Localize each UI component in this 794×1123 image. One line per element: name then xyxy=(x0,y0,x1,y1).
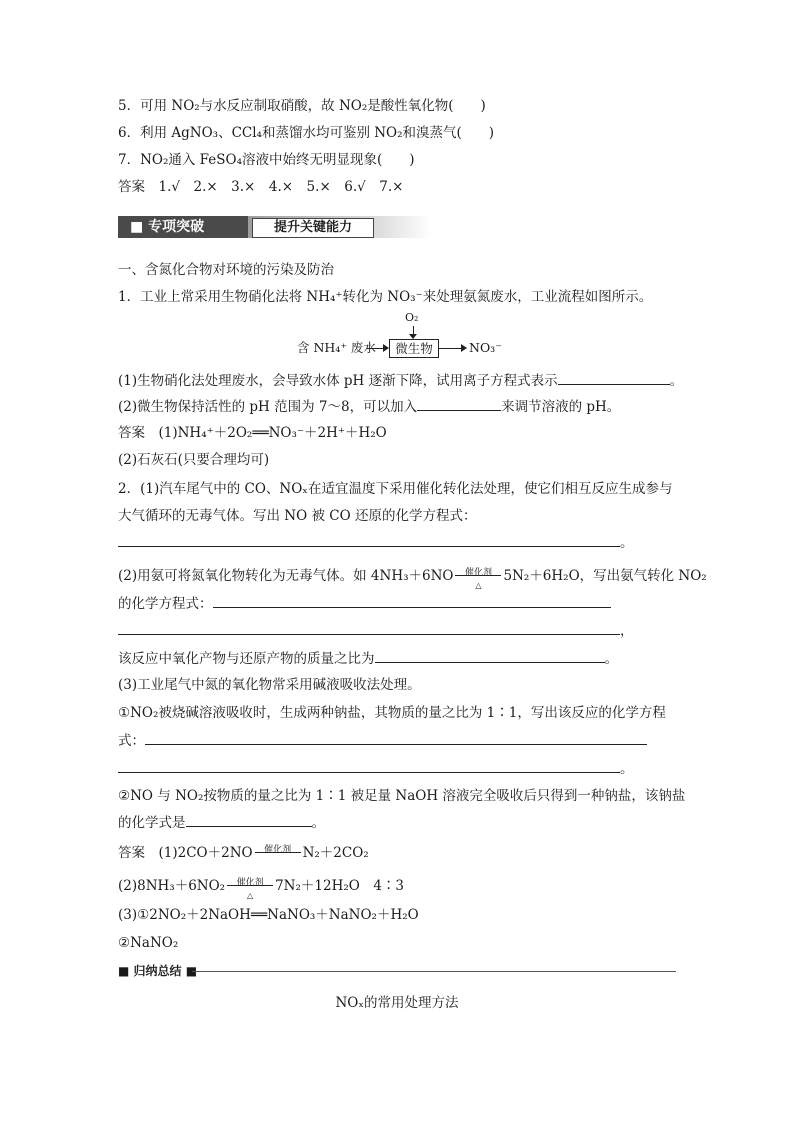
p2-answer-4: ②NaNO₂ xyxy=(118,935,179,951)
p2-line-1: 2．(1)汽车尾气中的 CO、NOₓ在适宜温度下采用催化转化法处理，使它们相互反应生成参与 xyxy=(118,481,673,497)
flow-source-label: 含 NH₄⁺ 废水 xyxy=(297,340,376,355)
p1-answer-2: (2)石灰石(只要合理均可) xyxy=(118,452,270,468)
p2-answer-1: 答案 (1)2CO＋2NO 催化剂 N₂＋2CO₂ xyxy=(118,844,369,861)
p2-question-2b: 的化学方程式： xyxy=(118,593,611,614)
p2-question-2c: 该反应中氧化产物与还原产物的质量之比为 。 xyxy=(118,648,618,669)
summary-label: ■ 归纳总结 ■ xyxy=(118,964,198,978)
answer-blank-line-1: 。 xyxy=(118,532,634,553)
section-banner xyxy=(118,216,431,238)
p2-question-3: (3)工业尾气中氮的氧化物常采用碱液吸收法处理。 xyxy=(118,677,421,693)
flow-box: 微生物 xyxy=(389,339,439,358)
p2-answer-3: (3)①2NO₂＋2NaOH══NaNO₃＋NaNO₂＋H₂O xyxy=(118,907,419,923)
answer-blank-line-3: 。 xyxy=(118,758,634,779)
question-5: 5．可用 NO₂与水反应制取硝酸，故 NO₂是酸性氧化物( ) xyxy=(118,98,486,114)
process-flow-diagram xyxy=(297,311,502,361)
p1-question-1: (1)生物硝化法处理废水，会导致水体 pH 逐渐下降，试用离子方程式表示 。 xyxy=(118,370,683,391)
banner-title: ■ 专项突破 xyxy=(130,219,205,235)
flow-o2-label: O₂ xyxy=(405,311,419,324)
summary-title: NOₓ的常用处理方法 xyxy=(335,995,459,1011)
p2-line-2: 大气循环的无毒气体。写出 NO 被 CO 还原的化学方程式： xyxy=(118,508,477,524)
p1-answer-1: 答案 (1)NH₄⁺＋2O₂══NO₃⁻＋2H⁺＋H₂O xyxy=(118,425,387,441)
question-7: 7．NO₂通入 FeSO₄溶液中始终无明显现象( ) xyxy=(118,152,415,168)
p2-question-3b: ②NO 与 NO₂按物质的量之比为 1∶1 被足量 NaOH 溶液完全吸收后只得到一种钠盐，该钠盐 xyxy=(118,788,686,804)
answer-line: 答案 1.√ 2.× 3.× 4.× 5.× 6.√ 7.× xyxy=(118,179,404,195)
p2-question-3b-blank: 的化学式是 。 xyxy=(118,812,325,833)
answer-blank-line-2: ， xyxy=(118,620,634,641)
p2-question-2: (2)用氨可将氮氧化物转化为无毒气体。如 4NH₃＋6NO 催化剂 △ 5N₂＋6H₂O，写出氨气转化 NO₂ xyxy=(118,567,707,590)
p2-question-3a-blank: 式： xyxy=(118,730,647,751)
banner-subtitle: 提升关键能力 xyxy=(252,218,374,238)
flow-product-label: NO₃⁻ xyxy=(469,340,502,355)
summary-divider xyxy=(118,962,676,980)
question-6: 6．利用 AgNO₃、CCl₄和蒸馏水均可鉴别 NO₂和溴蒸气( ) xyxy=(118,125,495,141)
p2-answer-2: (2)8NH₃＋6NO₂ 催化剂 △ 7N₂＋12H₂O 4∶3 xyxy=(118,877,405,900)
p2-question-3a: ①NO₂被烧碱溶液吸收时，生成两种钠盐，其物质的量之比为 1∶1，写出该反应的化学方程 xyxy=(118,705,666,721)
section-heading: 一、含氮化合物对环境的污染及防治 xyxy=(118,262,334,278)
p1-question-2: (2)微生物保持活性的 pH 范围为 7～8，可以加入 来调节溶液的 pH。 xyxy=(118,396,620,417)
problem-1-stem: 1．工业上常采用生物硝化法将 NH₄⁺转化为 NO₃⁻来处理氨氮废水，工业流程如图所示。 xyxy=(118,289,653,305)
